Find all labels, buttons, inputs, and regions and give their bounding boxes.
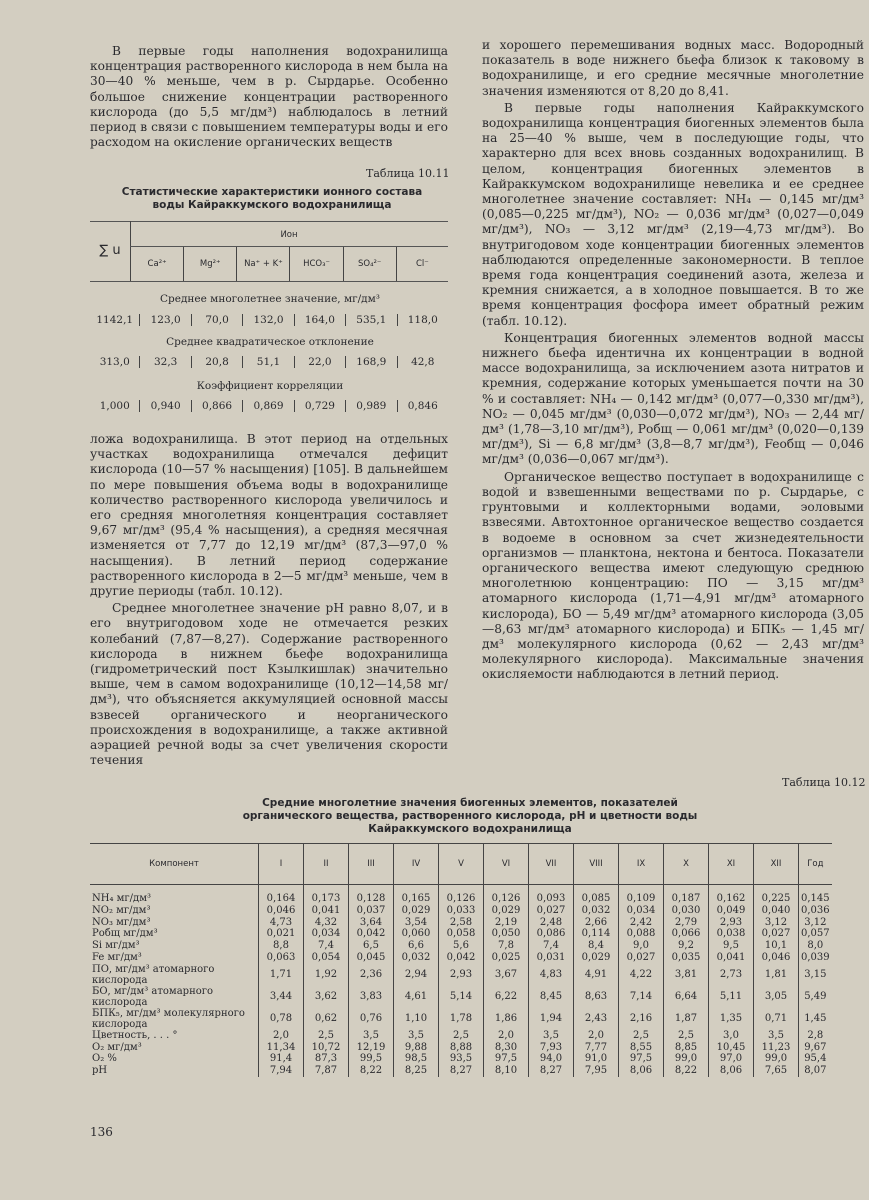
- table-cell: 0,027: [529, 905, 574, 917]
- table-cell: 99,5: [349, 1053, 394, 1065]
- table-cell: 3,83: [349, 986, 394, 1008]
- component-name: NO₂ мг/дм³: [92, 904, 151, 916]
- table2-header-row: [90, 844, 832, 885]
- cell: 0,869: [242, 400, 293, 412]
- table-cell: 7,65: [754, 1065, 799, 1077]
- component-name: O₂ мг/дм³: [92, 1041, 142, 1053]
- table1-caption-mean: Среднее многолетнее значение, мг/дм³: [159, 293, 381, 305]
- table-cell: 0,042: [349, 928, 394, 940]
- cell: 0,729: [294, 400, 345, 412]
- table-cell: 4,91: [574, 964, 619, 986]
- ion-header: Ca²⁺: [130, 247, 183, 281]
- ion-header: HCO₃⁻: [289, 247, 342, 281]
- cell: 535,1: [345, 314, 396, 326]
- table-cell: 0,050: [484, 928, 529, 940]
- table-cell: 12,19: [349, 1042, 394, 1054]
- table-cell: 4,61: [394, 986, 439, 1008]
- table-cell: 11,34: [259, 1042, 304, 1054]
- component-name: Цветность, . . . °: [92, 1029, 178, 1041]
- header-month: XI: [709, 844, 754, 885]
- table-cell: 2,19: [484, 917, 529, 929]
- table-cell: 0,165: [394, 885, 439, 905]
- component-name: NO₃ мг/дм³: [92, 916, 151, 928]
- table-cell: 7,87: [304, 1065, 349, 1077]
- table-cell: 0,030: [664, 905, 709, 917]
- table2-title: Средние многолетние значения биогенных элементов, показателей органического вещества, растворенного кислорода, pH и цветности воды Кайраккумского водохранилища: [242, 797, 698, 835]
- table-cell: 2,5: [619, 1030, 664, 1042]
- table-cell: 6,5: [349, 940, 394, 952]
- cell: 32,3: [139, 356, 190, 368]
- header-month: VII: [529, 844, 574, 885]
- table-cell: 4,83: [529, 964, 574, 986]
- table-cell: 0,045: [349, 952, 394, 964]
- component-name: ПО, мг/дм³ атомарного кислорода: [92, 963, 215, 986]
- table-cell: 0,029: [394, 905, 439, 917]
- table2-body: [90, 885, 832, 1077]
- table1-row-std: [90, 356, 448, 368]
- table-cell: 2,5: [304, 1030, 349, 1042]
- table-cell: 7,94: [259, 1065, 304, 1077]
- table-cell: 2,16: [619, 1008, 664, 1030]
- table-cell: 2,94: [394, 964, 439, 986]
- left-column-mid: [90, 432, 448, 770]
- table-row: [90, 1008, 832, 1030]
- table-row: [90, 928, 832, 940]
- table-cell: 0,021: [259, 928, 304, 940]
- table-cell: 98,5: [394, 1053, 439, 1065]
- component-name: Si мг/дм³: [92, 940, 140, 952]
- table-cell: 97,5: [484, 1053, 529, 1065]
- table-cell: 0,114: [574, 928, 619, 940]
- table-cell: 5,14: [439, 986, 484, 1008]
- table-cell: 8,8: [259, 940, 304, 952]
- right-column: [482, 38, 864, 685]
- ion-header: SO₄²⁻: [343, 247, 396, 281]
- table-cell: 8,0: [799, 940, 832, 952]
- table-cell: 3,5: [349, 1030, 394, 1042]
- cell: 0,989: [345, 400, 396, 412]
- table-cell: 2,8: [799, 1030, 832, 1042]
- table-cell: 97,0: [709, 1053, 754, 1065]
- component-name: Fe мг/дм³: [92, 951, 142, 963]
- component-name: O₂ %: [92, 1053, 117, 1065]
- table-cell: 0,049: [709, 905, 754, 917]
- table-cell: 2,66: [574, 917, 619, 929]
- table-cell: 0,128: [349, 885, 394, 905]
- table-cell: 8,06: [709, 1065, 754, 1077]
- table-cell: 0,066: [664, 928, 709, 940]
- table-cell: 8,22: [664, 1065, 709, 1077]
- table-cell: 0,093: [529, 885, 574, 905]
- table-row: [90, 1030, 832, 1042]
- table-cell: 6,6: [394, 940, 439, 952]
- table-cell: 7,95: [574, 1065, 619, 1077]
- table-cell: 9,2: [664, 940, 709, 952]
- table-cell: 0,032: [574, 905, 619, 917]
- table-cell: 0,76: [349, 1008, 394, 1030]
- table-cell: 8,85: [664, 1042, 709, 1054]
- table-cell: 0,085: [574, 885, 619, 905]
- header-month: X: [664, 844, 709, 885]
- table-cell: 0,046: [259, 905, 304, 917]
- table-cell: 0,060: [394, 928, 439, 940]
- table-cell: 3,62: [304, 986, 349, 1008]
- table-row: [90, 917, 832, 929]
- table-cell: 2,0: [484, 1030, 529, 1042]
- table-cell: 6,22: [484, 986, 529, 1008]
- header-month: VI: [484, 844, 529, 885]
- table-cell: 8,27: [529, 1065, 574, 1077]
- table-cell: 2,93: [709, 917, 754, 929]
- table-cell: 0,025: [484, 952, 529, 964]
- paragraph: ложа водохранилища. В этот период на отдельных участках водохранилища отмечался дефицит кислорода (10—57 % насыщения) [105]. В дальнейшем по мере повышения объема воды в водохранилище количество растворенного кислорода увеличилось и его средняя многолетняя концентрация составляет 9,67 мг/дм³ (95,4 % насыщения), а средняя месячная изменяется от 7,77 до 12,19 мг/дм³ (87,3—97,0 % насыщения). В летний период содержание растворенного кислорода в 2—5 мг/дм³ меньше, чем в другие периоды (табл. 10.12).: [90, 432, 448, 599]
- cell: 0,866: [191, 400, 242, 412]
- table-cell: 0,040: [754, 905, 799, 917]
- table-cell: 0,126: [439, 885, 484, 905]
- ion-header: Cl⁻: [396, 247, 448, 281]
- table-cell: 9,0: [619, 940, 664, 952]
- component-name: БО, мг/дм³ атомарного кислорода: [92, 985, 214, 1008]
- table1-caption-corr: Коэффициент корреляции: [196, 380, 344, 392]
- table-cell: 0,029: [574, 952, 619, 964]
- table-cell: 4,22: [619, 964, 664, 986]
- table1-row-mean: [90, 314, 448, 326]
- table-cell: 2,36: [349, 964, 394, 986]
- cell: 164,0: [294, 314, 345, 326]
- table2-label: Таблица 10.12: [782, 776, 866, 789]
- table-cell: 87,3: [304, 1053, 349, 1065]
- paragraph: и хорошего перемешивания водных масс. Водородный показатель в воде нижнего бьефа близок к таковому в водохранилище, и его средние месячные многолетние значения изменяются от 8,20 до 8,41.: [482, 38, 864, 98]
- table-cell: 11,23: [754, 1042, 799, 1054]
- cell: 42,8: [397, 356, 448, 368]
- table-cell: 91,0: [574, 1053, 619, 1065]
- header-component: Компонент: [90, 844, 259, 885]
- component-name: Pобщ мг/дм³: [92, 928, 158, 940]
- table-cell: 1,10: [394, 1008, 439, 1030]
- table2: [90, 843, 832, 1077]
- table-row: [90, 986, 832, 1008]
- paragraph: Среднее многолетнее значение pH равно 8,07, и в его внутригодовом ходе не отмечается резких колебаний (7,87—8,27). Содержание растворенного кислорода в нижнем бьефе водохранилища (гидрометрический пост Кзылкишлак) значительно выше, чем в самом водохранилище (10,12—14,58 мг/дм³), что объясняется аккумуляцией основной массы взвесей органического и неорганического происхождения в водохранилище, а также активной аэрацией речной воды за счет увеличения скорости течения: [90, 601, 448, 768]
- header-month: I: [259, 844, 304, 885]
- table-cell: 97,5: [619, 1053, 664, 1065]
- component-name: pH: [92, 1065, 108, 1077]
- table-cell: 1,71: [259, 964, 304, 986]
- table-cell: 3,44: [259, 986, 304, 1008]
- table-cell: 2,5: [664, 1030, 709, 1042]
- table-cell: 3,12: [754, 917, 799, 929]
- page-number: 136: [90, 1125, 113, 1139]
- cell: 70,0: [191, 314, 242, 326]
- table-row: [90, 905, 832, 917]
- table1-title: Статистические характеристики ионного состава воды Кайраккумского водохранилища: [121, 186, 423, 211]
- ion-header: Na⁺ + K⁺: [236, 247, 289, 281]
- table-cell: 9,5: [709, 940, 754, 952]
- table-cell: 0,041: [304, 905, 349, 917]
- table-cell: 8,25: [394, 1065, 439, 1077]
- table-cell: 0,037: [349, 905, 394, 917]
- table-cell: 8,06: [619, 1065, 664, 1077]
- table-cell: 1,86: [484, 1008, 529, 1030]
- table-cell: 3,5: [394, 1030, 439, 1042]
- table-cell: 0,109: [619, 885, 664, 905]
- table-cell: 2,93: [439, 964, 484, 986]
- table-cell: 0,088: [619, 928, 664, 940]
- table-cell: 1,45: [799, 1008, 832, 1030]
- table-cell: 0,032: [394, 952, 439, 964]
- table-cell: 2,43: [574, 1008, 619, 1030]
- table-cell: 0,162: [709, 885, 754, 905]
- header-month: V: [439, 844, 484, 885]
- table-row: [90, 940, 832, 952]
- table-cell: 0,78: [259, 1008, 304, 1030]
- header-month: XII: [754, 844, 799, 885]
- table1-header-rule: [90, 281, 448, 282]
- table-cell: 0,033: [439, 905, 484, 917]
- header-month: III: [349, 844, 394, 885]
- table-cell: 1,78: [439, 1008, 484, 1030]
- table-cell: 1,94: [529, 1008, 574, 1030]
- table-cell: 8,22: [349, 1065, 394, 1077]
- table1-row-corr: [90, 400, 448, 412]
- component-name: NH₄ мг/дм³: [92, 893, 151, 904]
- table-cell: 3,05: [754, 986, 799, 1008]
- cell: 22,0: [294, 356, 345, 368]
- table-cell: 0,039: [799, 952, 832, 964]
- table-cell: 5,6: [439, 940, 484, 952]
- table-cell: 0,126: [484, 885, 529, 905]
- table-cell: 2,5: [439, 1030, 484, 1042]
- table-cell: 3,0: [709, 1030, 754, 1042]
- table-row: [90, 952, 832, 964]
- table1-label: Таблица 10.11: [366, 167, 450, 180]
- table-cell: 1,35: [709, 1008, 754, 1030]
- header-month: II: [304, 844, 349, 885]
- cell: 20,8: [191, 356, 242, 368]
- table-cell: 7,4: [304, 940, 349, 952]
- table-cell: 2,58: [439, 917, 484, 929]
- table-row: [90, 885, 832, 905]
- table-cell: 3,54: [394, 917, 439, 929]
- table-cell: 8,07: [799, 1065, 832, 1077]
- table-cell: 10,45: [709, 1042, 754, 1054]
- table-cell: 3,15: [799, 964, 832, 986]
- paragraph: В первые годы наполнения Кайраккумского водохранилища концентрация биогенных элементов была на 25—40 % выше, чем в последующие годы, что характерно для всех вновь созданных водохранилищ. В целом, концентрация биогенных элементов в Кайраккумском водохранилище невелика и ее среднее многолетнее значение составляет: NH₄ — 0,145 мг/дм³ (0,085—0,225 мг/дм³), NO₂ — 0,036 мг/дм³ (0,027—0,049 мг/дм³), NO₃ — 3,12 мг/дм³ (2,19—4,73 мг/дм³). Во внутригодовом ходе концентрации биогенных элементов наблюдаются определенные закономерности. В теплое время года концентрация соединений азота, железа и кремния снижается, а в холодное повышается. В то же время концентрация фосфора имеет обратный режим (табл. 10.12).: [482, 100, 864, 328]
- table-cell: 10,72: [304, 1042, 349, 1054]
- cell: 313,0: [99, 356, 130, 368]
- table-cell: 0,035: [664, 952, 709, 964]
- table-cell: 8,55: [619, 1042, 664, 1054]
- table-cell: 1,92: [304, 964, 349, 986]
- table-row: [90, 1065, 832, 1077]
- table-cell: 6,64: [664, 986, 709, 1008]
- table-cell: 0,034: [619, 905, 664, 917]
- table-cell: 91,4: [259, 1053, 304, 1065]
- table-cell: 2,42: [619, 917, 664, 929]
- table1-ions-header: Ион: [280, 230, 298, 240]
- cell: 0,846: [397, 400, 448, 412]
- table-cell: 0,041: [709, 952, 754, 964]
- table-row: [90, 1053, 832, 1065]
- table-cell: 0,034: [304, 928, 349, 940]
- table-cell: 10,1: [754, 940, 799, 952]
- table-cell: 5,49: [799, 986, 832, 1008]
- table-cell: 0,145: [799, 885, 832, 905]
- table-cell: 7,14: [619, 986, 664, 1008]
- table-cell: 0,62: [304, 1008, 349, 1030]
- table-cell: 8,4: [574, 940, 619, 952]
- cell: 51,1: [242, 356, 293, 368]
- table-cell: 8,63: [574, 986, 619, 1008]
- table-cell: 0,038: [709, 928, 754, 940]
- table-cell: 4,73: [259, 917, 304, 929]
- table-cell: 3,5: [529, 1030, 574, 1042]
- cell: 123,0: [139, 314, 190, 326]
- table-cell: 4,32: [304, 917, 349, 929]
- paragraph: В первые годы наполнения водохранилища концентрация растворенного кислорода в нем была на 30—40 % меньше, чем в р. Сырдарье. Особенно большое снижение концентрации растворенного кислорода (до 5,5 мг/дм³) наблюдалось в летний период в связи с повышением температуры воды и его расходом на окисление органических веществ: [90, 44, 448, 150]
- table-cell: 0,058: [439, 928, 484, 940]
- table-cell: 0,046: [754, 952, 799, 964]
- table-cell: 0,029: [484, 905, 529, 917]
- table-row: [90, 964, 832, 986]
- header-month: IV: [394, 844, 439, 885]
- table1-top-rule: [90, 221, 448, 222]
- table-cell: 99,0: [754, 1053, 799, 1065]
- table1-ion-headers: [130, 247, 448, 281]
- table-cell: 0,225: [754, 885, 799, 905]
- cell: 168,9: [345, 356, 396, 368]
- table-cell: 7,8: [484, 940, 529, 952]
- table-cell: 99,0: [664, 1053, 709, 1065]
- table-cell: 8,27: [439, 1065, 484, 1077]
- left-column-top: [90, 44, 448, 152]
- table-cell: 0,063: [259, 952, 304, 964]
- table-cell: 3,81: [664, 964, 709, 986]
- table-cell: 5,11: [709, 986, 754, 1008]
- table-cell: 0,036: [799, 905, 832, 917]
- table-cell: 3,64: [349, 917, 394, 929]
- table-cell: 8,45: [529, 986, 574, 1008]
- table-cell: 0,187: [664, 885, 709, 905]
- table-row: [90, 1042, 832, 1054]
- table-cell: 1,81: [754, 964, 799, 986]
- cell: 1,000: [99, 400, 130, 412]
- table-cell: 0,173: [304, 885, 349, 905]
- header-month: IX: [619, 844, 664, 885]
- table-cell: 93,5: [439, 1053, 484, 1065]
- table-cell: 8,88: [439, 1042, 484, 1054]
- table-cell: 0,086: [529, 928, 574, 940]
- table-cell: 7,4: [529, 940, 574, 952]
- table-cell: 0,054: [304, 952, 349, 964]
- table-cell: 2,0: [574, 1030, 619, 1042]
- table-cell: 9,67: [799, 1042, 832, 1054]
- table-cell: 2,79: [664, 917, 709, 929]
- header-month: VIII: [574, 844, 619, 885]
- paragraph: Органическое вещество поступает в водохранилище с водой и взвешенными веществами по р. Сырдарье, с грунтовыми и коллекторными водами, эоловыми взвесями. Автохтонное органическое вещество создается в водоеме в основном за счет жизнедеятельности организмов — планктона, нектона и бентоса. Показатели органического вещества имеют следующую среднюю многолетнюю концентрацию: ПО — 3,15 мг/дм³ атомарного кислорода (1,71—4,91 мг/дм³ атомарного кислорода), БО — 5,49 мг/дм³ атомарного кислорода (3,05—8,63 мг/дм³ атомарного кислорода) и БПК₅ — 1,45 мг/дм³ молекулярного кислорода (0,62 — 2,43 мг/дм³ молекулярного кислорода). Максимальные значения окисляемости наблюдаются в летний период.: [482, 469, 864, 682]
- header-year: Год: [799, 844, 832, 885]
- table-cell: 94,0: [529, 1053, 574, 1065]
- table-cell: 8,10: [484, 1065, 529, 1077]
- table-cell: 0,042: [439, 952, 484, 964]
- table-cell: 95,4: [799, 1053, 832, 1065]
- paragraph: Концентрация биогенных элементов водной массы нижнего бьефа идентична их концентрации в водной массе водохранилища, за исключением азота нитратов и кремния, содержание которых уменьшается почти на 30 % и составляет: NH₄ — 0,142 мг/дм³ (0,077—0,330 мг/дм³), NO₂ — 0,045 мг/дм³ (0,030—0,072 мг/дм³), NO₃ — 2,44 мг/дм³ (1,78—3,10 мг/дм³), Pобщ — 0,061 мг/дм³ (0,020—0,139 мг/дм³), Si — 6,8 мг/дм³ (3,8—8,7 мг/дм³), Feобщ — 0,046 мг/дм³ (0,036—0,067 мг/дм³).: [482, 330, 864, 467]
- table-cell: 2,0: [259, 1030, 304, 1042]
- table-cell: 0,031: [529, 952, 574, 964]
- table-cell: 3,5: [754, 1030, 799, 1042]
- table-cell: 1,87: [664, 1008, 709, 1030]
- table-cell: 7,77: [574, 1042, 619, 1054]
- table-cell: 9,88: [394, 1042, 439, 1054]
- table-cell: 2,48: [529, 917, 574, 929]
- table1-sum-header: ∑ u: [99, 243, 121, 258]
- table-cell: 0,71: [754, 1008, 799, 1030]
- table-cell: 7,93: [529, 1042, 574, 1054]
- table-cell: 3,67: [484, 964, 529, 986]
- table-cell: 0,164: [259, 885, 304, 905]
- cell: 118,0: [397, 314, 448, 326]
- component-name: БПК₅, мг/дм³ молекулярного кислорода: [92, 1007, 245, 1030]
- cell: 0,940: [139, 400, 190, 412]
- ion-header: Mg²⁺: [183, 247, 236, 281]
- cell: 1142,1: [96, 314, 134, 326]
- table-cell: 0,057: [799, 928, 832, 940]
- table-cell: 3,12: [799, 917, 832, 929]
- table1-caption-std: Среднее квадратическое отклонение: [166, 336, 374, 348]
- table-cell: 8,30: [484, 1042, 529, 1054]
- table-cell: 0,027: [619, 952, 664, 964]
- cell: 132,0: [242, 314, 293, 326]
- table-cell: 2,73: [709, 964, 754, 986]
- table-cell: 0,027: [754, 928, 799, 940]
